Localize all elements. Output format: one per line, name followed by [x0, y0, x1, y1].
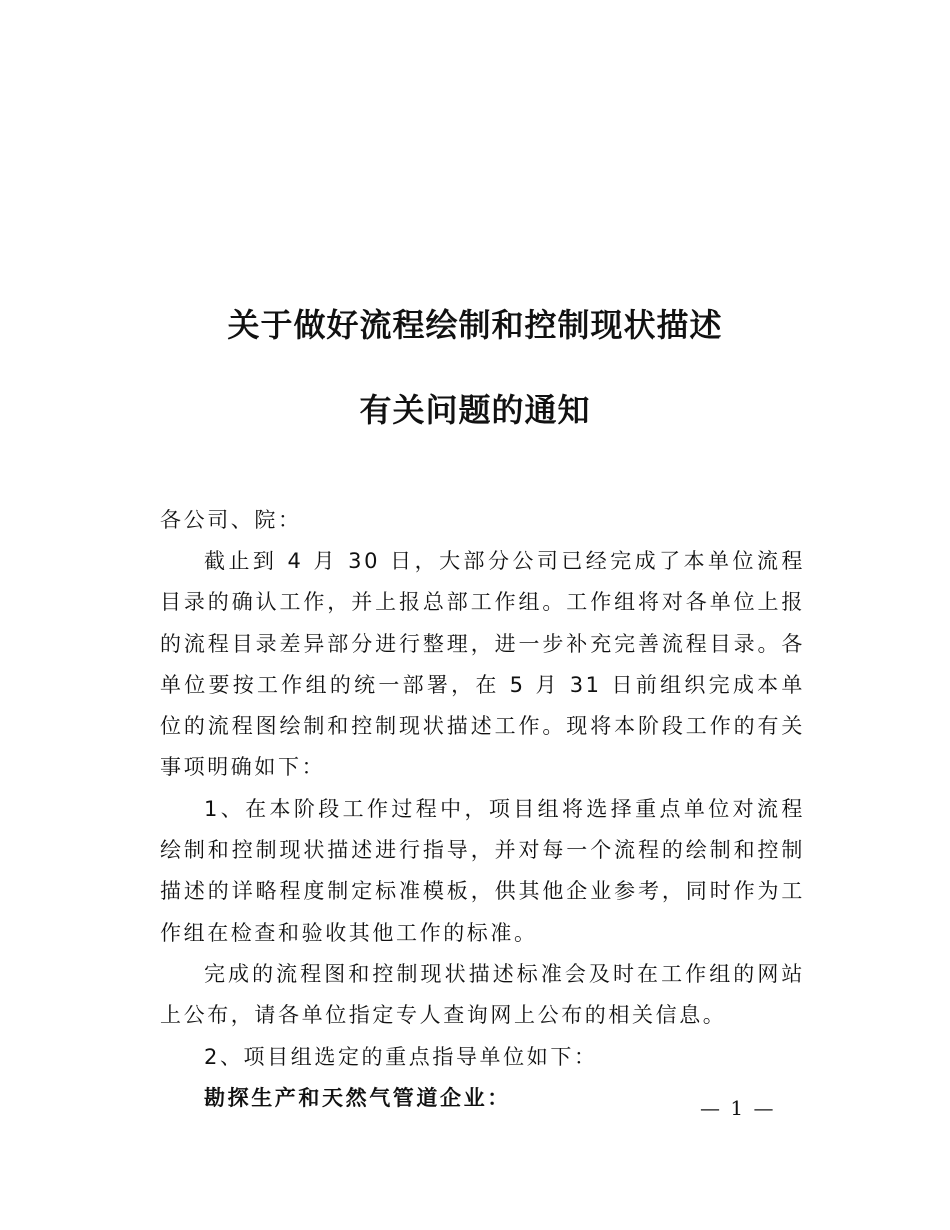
paragraph-intro: 截止到 4 月 30 日，大部分公司已经完成了本单位流程目录的确认工作，并上报总部工作组。工作组将对各单位上报的流程目录差异部分进行整理，进一步补充完善流程目录。各单位要按工作组的统一部署，在 5 月 31 日前组织完成本单位的流程图绘制和控制现状描述工作。现将本阶段工作的有关事项明确如下： [160, 549, 805, 780]
paragraph-item-1: 1、在本阶段工作过程中，项目组将选择重点单位对流程绘制和控制现状描述进行指导，并对每一个流程的绘制和控制描述的详略程度制定标准模板，供其他企业参考，同时作为工作组在检查和验收其他工作的标准。 [160, 796, 805, 945]
paragraph-item-1-note: 完成的流程图和控制现状描述标准会及时在工作组的网站上公布，请各单位指定专人查询网上公布的相关信息。 [160, 961, 805, 1028]
document-body [160, 541, 805, 1119]
paragraph-item-2: 2、项目组选定的重点指导单位如下： [204, 1044, 598, 1069]
document-title-line-2: 有关问题的通知 [359, 391, 591, 429]
page-number: — 1 — [700, 1096, 776, 1120]
document-title-line-1: 关于做好流程绘制和控制现状描述 [227, 306, 723, 344]
salutation: 各公司、院： [160, 508, 302, 532]
section-heading-exploration: 勘探生产和天然气管道企业： [204, 1085, 511, 1110]
